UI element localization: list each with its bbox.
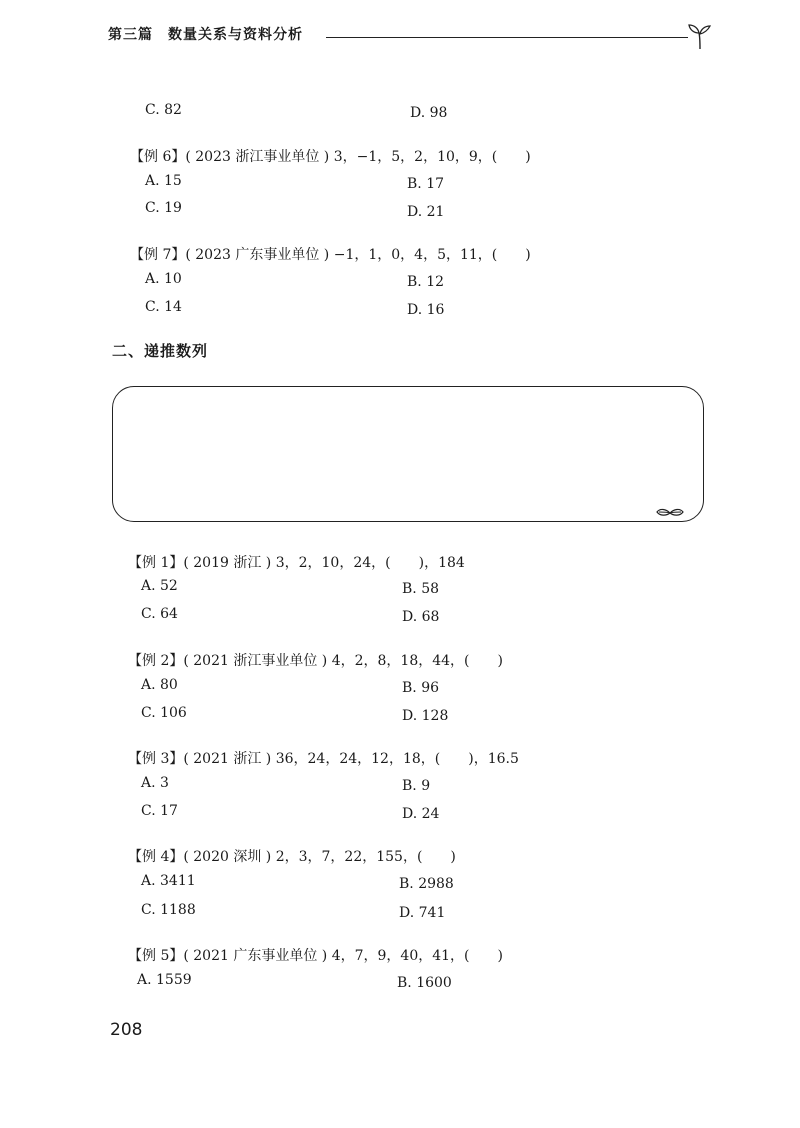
option-d: D. 21 (407, 204, 445, 220)
option-b: B. 2988 (399, 876, 454, 892)
option-d: D. 741 (399, 905, 446, 921)
header-rule (326, 37, 688, 38)
question-stem: 【例 2】( 2021 浙江事业单位 ) 4，2，8，18，44，( ) (128, 653, 503, 669)
option-c: C. 17 (141, 803, 178, 819)
header-title: 第三篇 数量关系与资料分析 (108, 27, 303, 43)
question-stem: 【例 6】( 2023 浙江事业单位 ) 3，−1，5，2，10，9，( ) (130, 149, 531, 165)
option-a: A. 10 (145, 271, 182, 287)
section-title: 二、递推数列 (112, 342, 209, 360)
option-c: C. 64 (141, 606, 178, 622)
option-c: C. 19 (145, 200, 182, 216)
running-header (108, 22, 708, 50)
option-a: A. 80 (141, 677, 178, 693)
option-d: D. 16 (407, 302, 445, 318)
option-c: C. 14 (145, 299, 182, 315)
sprout-icon (655, 503, 685, 519)
option-a: A. 1559 (137, 972, 192, 988)
question-stem: 【例 1】( 2019 浙江 ) 3，2，10，24，( )，184 (128, 555, 465, 571)
option-b: B. 9 (402, 778, 431, 794)
option-b: B. 1600 (397, 975, 452, 991)
page-number: 208 (110, 1020, 143, 1040)
option-d: D. 24 (402, 806, 440, 822)
question-stem: 【例 7】( 2023 广东事业单位 ) −1，1，0，4，5，11，( ) (130, 247, 531, 263)
option-c: C. 1188 (141, 902, 196, 918)
option-c: C. 106 (141, 705, 187, 721)
option-d: D. 68 (402, 609, 440, 625)
option-b: B. 58 (402, 581, 440, 597)
option-a: A. 52 (141, 578, 178, 594)
sprout-icon (686, 22, 714, 50)
notes-box (112, 386, 704, 522)
option-d: D. 128 (402, 708, 449, 724)
option-a: A. 3 (141, 775, 169, 791)
option-a: A. 3411 (141, 873, 196, 889)
question-stem: 【例 4】( 2020 深圳 ) 2，3，7，22，155，( ) (128, 849, 456, 865)
option-b: B. 96 (402, 680, 440, 696)
option-c: C. 82 (145, 102, 182, 118)
option-d: D. 98 (410, 105, 448, 121)
option-b: B. 17 (407, 176, 445, 192)
option-a: A. 15 (145, 173, 182, 189)
question-stem: 【例 3】( 2021 浙江 ) 36，24，24，12，18，( )，16.5 (128, 751, 519, 767)
question-stem: 【例 5】( 2021 广东事业单位 ) 4，7，9，40，41，( ) (128, 948, 503, 964)
option-b: B. 12 (407, 274, 445, 290)
